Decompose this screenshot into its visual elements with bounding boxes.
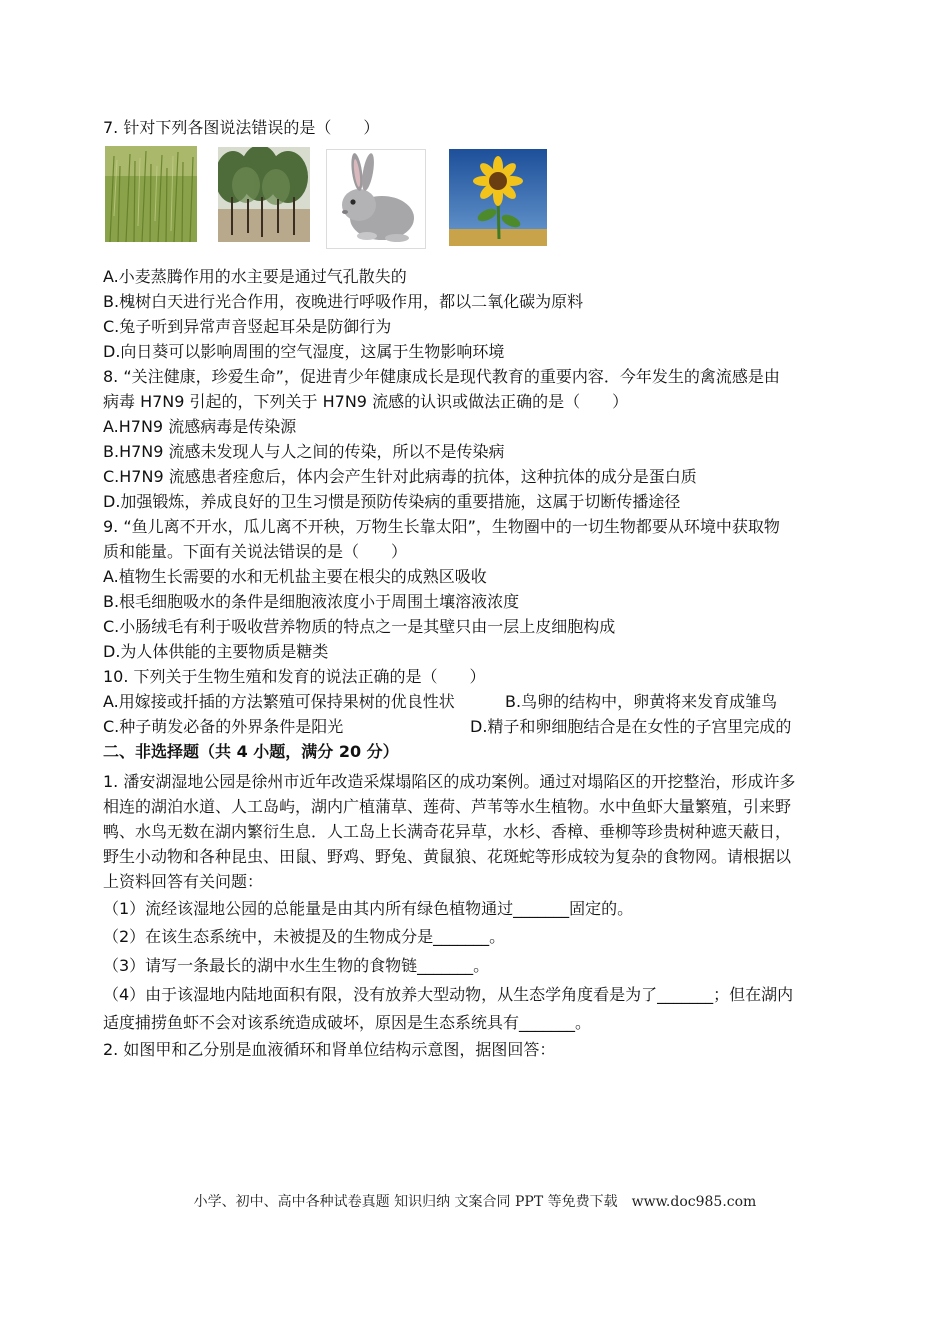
q7-option-d: D.向日葵可以影响周围的空气湿度，这属于生物影响环境 [103,342,505,361]
q10-option-d: D.精子和卵细胞结合是在女性的子宫里完成的 [470,717,792,736]
q8-stem-line1: 8. “关注健康，珍爱生命”，促进青少年健康成长是现代教育的重要内容．今年发生的禽流感是由 [103,367,780,386]
sunflower-photo [449,149,547,246]
q10-option-b: B.鸟卵的结构中，卵黄将来发育成雏鸟 [505,692,778,711]
rabbit-photo [326,149,426,249]
q9-option-c: C.小肠绒毛有利于吸收营养物质的特点之一是其壁只由一层上皮细胞构成 [103,617,616,636]
q7-stem: 7. 针对下列各图说法错误的是（ ） [103,118,380,137]
trees-photo [218,147,310,242]
q7-option-b: B.槐树白天进行光合作用，夜晚进行呼吸作用，都以二氧化碳为原料 [103,292,584,311]
wheat-field-photo [105,146,197,242]
q10-stem: 10. 下列关于生物生殖和发育的说法正确的是（ ） [103,667,486,686]
s2-q1-line2: 相连的湖泊水道、人工岛屿，湖内广植蒲草、莲荷、芦苇等水生植物。水中鱼虾大量繁殖，引来野 [103,797,792,816]
s2-q1-line1: 1. 潘安湖湿地公园是徐州市近年改造采煤塌陷区的成功案例。通过对塌陷区的开挖整治，形成许多 [103,772,796,791]
s2-q1-line4: 野生小动物和各种昆虫、田鼠、野鸡、野兔、黄鼠狼、花斑蛇等形成较为复杂的食物网。请根据以 [103,847,792,866]
s2-q1-line5: 上资料回答有关问题： [103,872,264,891]
s2-q2-stem: 2. 如图甲和乙分别是血液循环和肾单位结构示意图，据图回答： [103,1040,556,1059]
s2-q1-line3: 鸭、水鸟无数在湖内繁衍生息．人工岛上长满奇花异草，水杉、香樟、垂柳等珍贵树种遮天蔽日， [103,822,792,841]
s2-q1-sub4-line1: （4）由于该湿地内陆地面积有限，没有放养大型动物，从生态学角度看是为了_______；但在湖内 [103,985,794,1004]
q8-option-c: C.H7N9 流感患者痊愈后，体内会产生针对此病毒的抗体，这种抗体的成分是蛋白质 [103,467,697,486]
q8-option-a: A.H7N9 流感病毒是传染源 [103,417,297,436]
s2-q1-sub3: （3）请写一条最长的湖中水生生物的食物链_______。 [103,956,490,975]
page-footer: 小学、初中、高中各种试卷真题 知识归纳 文案合同 PPT 等免费下载 www.doc985.com [193,1194,757,1210]
q8-option-b: B.H7N9 流感未发现人与人之间的传染，所以不是传染病 [103,442,505,461]
s2-q1-sub2: （2）在该生态系统中，未被提及的生物成分是_______。 [103,927,506,946]
section2-heading: 二、非选择题（共 4 小题，满分 20 分） [103,742,399,761]
q9-option-b: B.根毛细胞吸水的条件是细胞液浓度小于周围土壤溶液浓度 [103,592,520,611]
q9-stem-line1: 9. “鱼儿离不开水，瓜儿离不开秧，万物生长靠太阳”，生物圈中的一切生物都要从环境中获取物 [103,517,780,536]
q8-option-d: D.加强锻炼，养成良好的卫生习惯是预防传染病的重要措施，这属于切断传播途径 [103,492,681,511]
q9-stem-line2: 质和能量。下面有关说法错误的是（ ） [103,542,408,561]
q7-option-c: C.兔子听到异常声音竖起耳朵是防御行为 [103,317,392,336]
q9-option-d: D.为人体供能的主要物质是糖类 [103,642,329,661]
q8-stem-line2: 病毒 H7N9 引起的，下列关于 H7N9 流感的认识或做法正确的是（ ） [103,392,629,411]
q10-option-a: A.用嫁接或扦插的方法繁殖可保持果树的优良性状 [103,692,455,711]
q10-option-c: C.种子萌发必备的外界条件是阳光 [103,717,344,736]
q9-option-a: A.植物生长需要的水和无机盐主要在根尖的成熟区吸收 [103,567,487,586]
s2-q1-sub4-line2: 适度捕捞鱼虾不会对该系统造成破坏，原因是生态系统具有_______。 [103,1013,592,1032]
q7-option-a: A.小麦蒸腾作用的水主要是通过气孔散失的 [103,267,407,286]
s2-q1-sub1: （1）流经该湿地公园的总能量是由其内所有绿色植物通过_______固定的。 [103,899,634,918]
